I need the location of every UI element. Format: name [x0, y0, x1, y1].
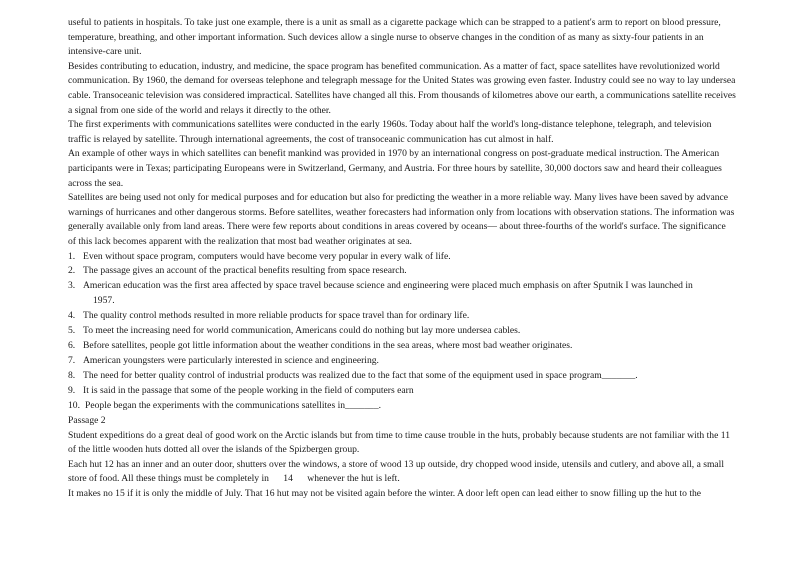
- paragraph: Each hut 12 has an inner and an outer door, shutters over the windows, a store of wood 13 up outside, dry chopped wood inside, utensils and cutlery, and above all, a small store of food. All these things must be completely in 14 whenever the hut is left.: [68, 458, 727, 485]
- paragraph: Student expeditions do a great deal of good work on the Arctic islands but from time to time cause trouble in the huts, probably because students are not familiar with the 11 of the little wooden huts dotted all over the islands of the Spizbergen group.: [68, 429, 730, 456]
- question-text: The passage gives an account of the practical benefits resulting from space research.: [83, 265, 407, 277]
- paragraph: The first experiments with communications satellites were conducted in the early 1960s. Today about half the world's long-distance telephone, telegraph, and television traffic is relayed by satellite. Through international agreements, the cost of transoceanic communication has cut almost in half.: [68, 119, 712, 145]
- document-page: [68, 16, 736, 502]
- question-text: Even without space program, computers would have become very popular in every walk of life.: [83, 250, 451, 262]
- question-number: 7.: [68, 355, 76, 366]
- question-item: [68, 399, 736, 414]
- question-item: [68, 264, 736, 279]
- paragraph: An example of other ways in which satellites can benefit mankind was provided in 1970 by an international congress on post-graduate medical instruction. The American participants were in Texas; participating Europeans were in Switzerland, Germany, and Austria. For three hours by satellite, 30,000 doctors saw and heard their colleagues across the sea.: [68, 148, 722, 189]
- question-number: 2.: [68, 265, 76, 277]
- paragraph: Besides contributing to education, industry, and medicine, the space program has benefited communication. As a matter of fact, space satellites have revolutionized world communication. By 1960, the demand for overseas telephone and telegraph message for the United States was growing even faster. Industry could see no way to lay undersea cable. Transoceanic television was considered impractical. Satellites have changed all this. From thousands of kilometres above our earth, a communications satellite receives a signal from one side of the world and relays it directly to the other.: [68, 60, 736, 116]
- question-number: 5.: [68, 325, 76, 337]
- paragraph: It makes no 15 if it is only the middle of July. That 16 hut may not be visited again before the winter. A door left open can lead either to snow filling up the hut to the: [68, 487, 702, 499]
- paragraph: useful to patients in hospitals. To take just one example, there is a unit as small as a cigarette package which can be strapped to a patient's arm to report on blood pressure, temperature, breathing, and other important information. Such devices allow a single nurse to observe changes in the condition of as many as sixty-four patients in an intensive-care unit.: [68, 17, 721, 58]
- question-item: [68, 369, 736, 384]
- question-item: [68, 279, 736, 308]
- question-text-continuation: 1957.: [93, 295, 115, 307]
- question-item: [68, 354, 736, 369]
- question-text: It is said in the passage that some of the people working in the field of computers earn: [83, 384, 414, 396]
- question-text: American education was the first area affected by space travel because science and engineering were placed much emphasis on after Sputnik I was launched in: [83, 280, 693, 292]
- question-text: People began the experiments with the communications satellites in_______.: [85, 399, 382, 411]
- section-heading: Passage 2: [68, 414, 106, 426]
- question-text: The quality control methods resulted in more reliable products for space travel than for ordinary life.: [83, 310, 470, 322]
- question-text: To meet the increasing need for world communication, Americans could do nothing but lay more undersea cables.: [83, 325, 521, 337]
- question-number: 8.: [68, 369, 76, 381]
- question-item: [68, 250, 736, 265]
- question-number: 6.: [68, 340, 76, 352]
- question-number: 1.: [68, 250, 76, 262]
- question-item: [68, 324, 736, 339]
- question-number: 4.: [68, 310, 76, 322]
- question-list: [68, 250, 736, 414]
- question-item: [68, 384, 736, 399]
- question-item: [68, 309, 736, 324]
- question-number: 9.: [68, 384, 76, 396]
- question-number: 3.: [68, 280, 76, 292]
- paragraph: Satellites are being used not only for medical purposes and for education but also for predicting the weather in a more reliable way. Many lives have been saved by advance warnings of hurricanes and other dangerous storms. Before satellites, weather forecasters had information only from locations with observation stations. The information was generally available only from land areas. There were few reports about conditions in areas covered by oceans— about three-fourths of the world's surface. The significance of this lack becomes apparent with the realization that most bad weather originates at sea.: [68, 192, 735, 247]
- question-item: [68, 339, 736, 354]
- question-text: American youngsters were particularly interested in science and engineering.: [83, 355, 379, 366]
- question-text: Before satellites, people got little information about the weather conditions in the sea areas, where most bad weather originates.: [83, 340, 573, 352]
- question-number: 10.: [68, 399, 80, 411]
- question-text: The need for better quality control of industrial products was realized due to the fact that some of the equipment used in space program_______.: [83, 369, 638, 381]
